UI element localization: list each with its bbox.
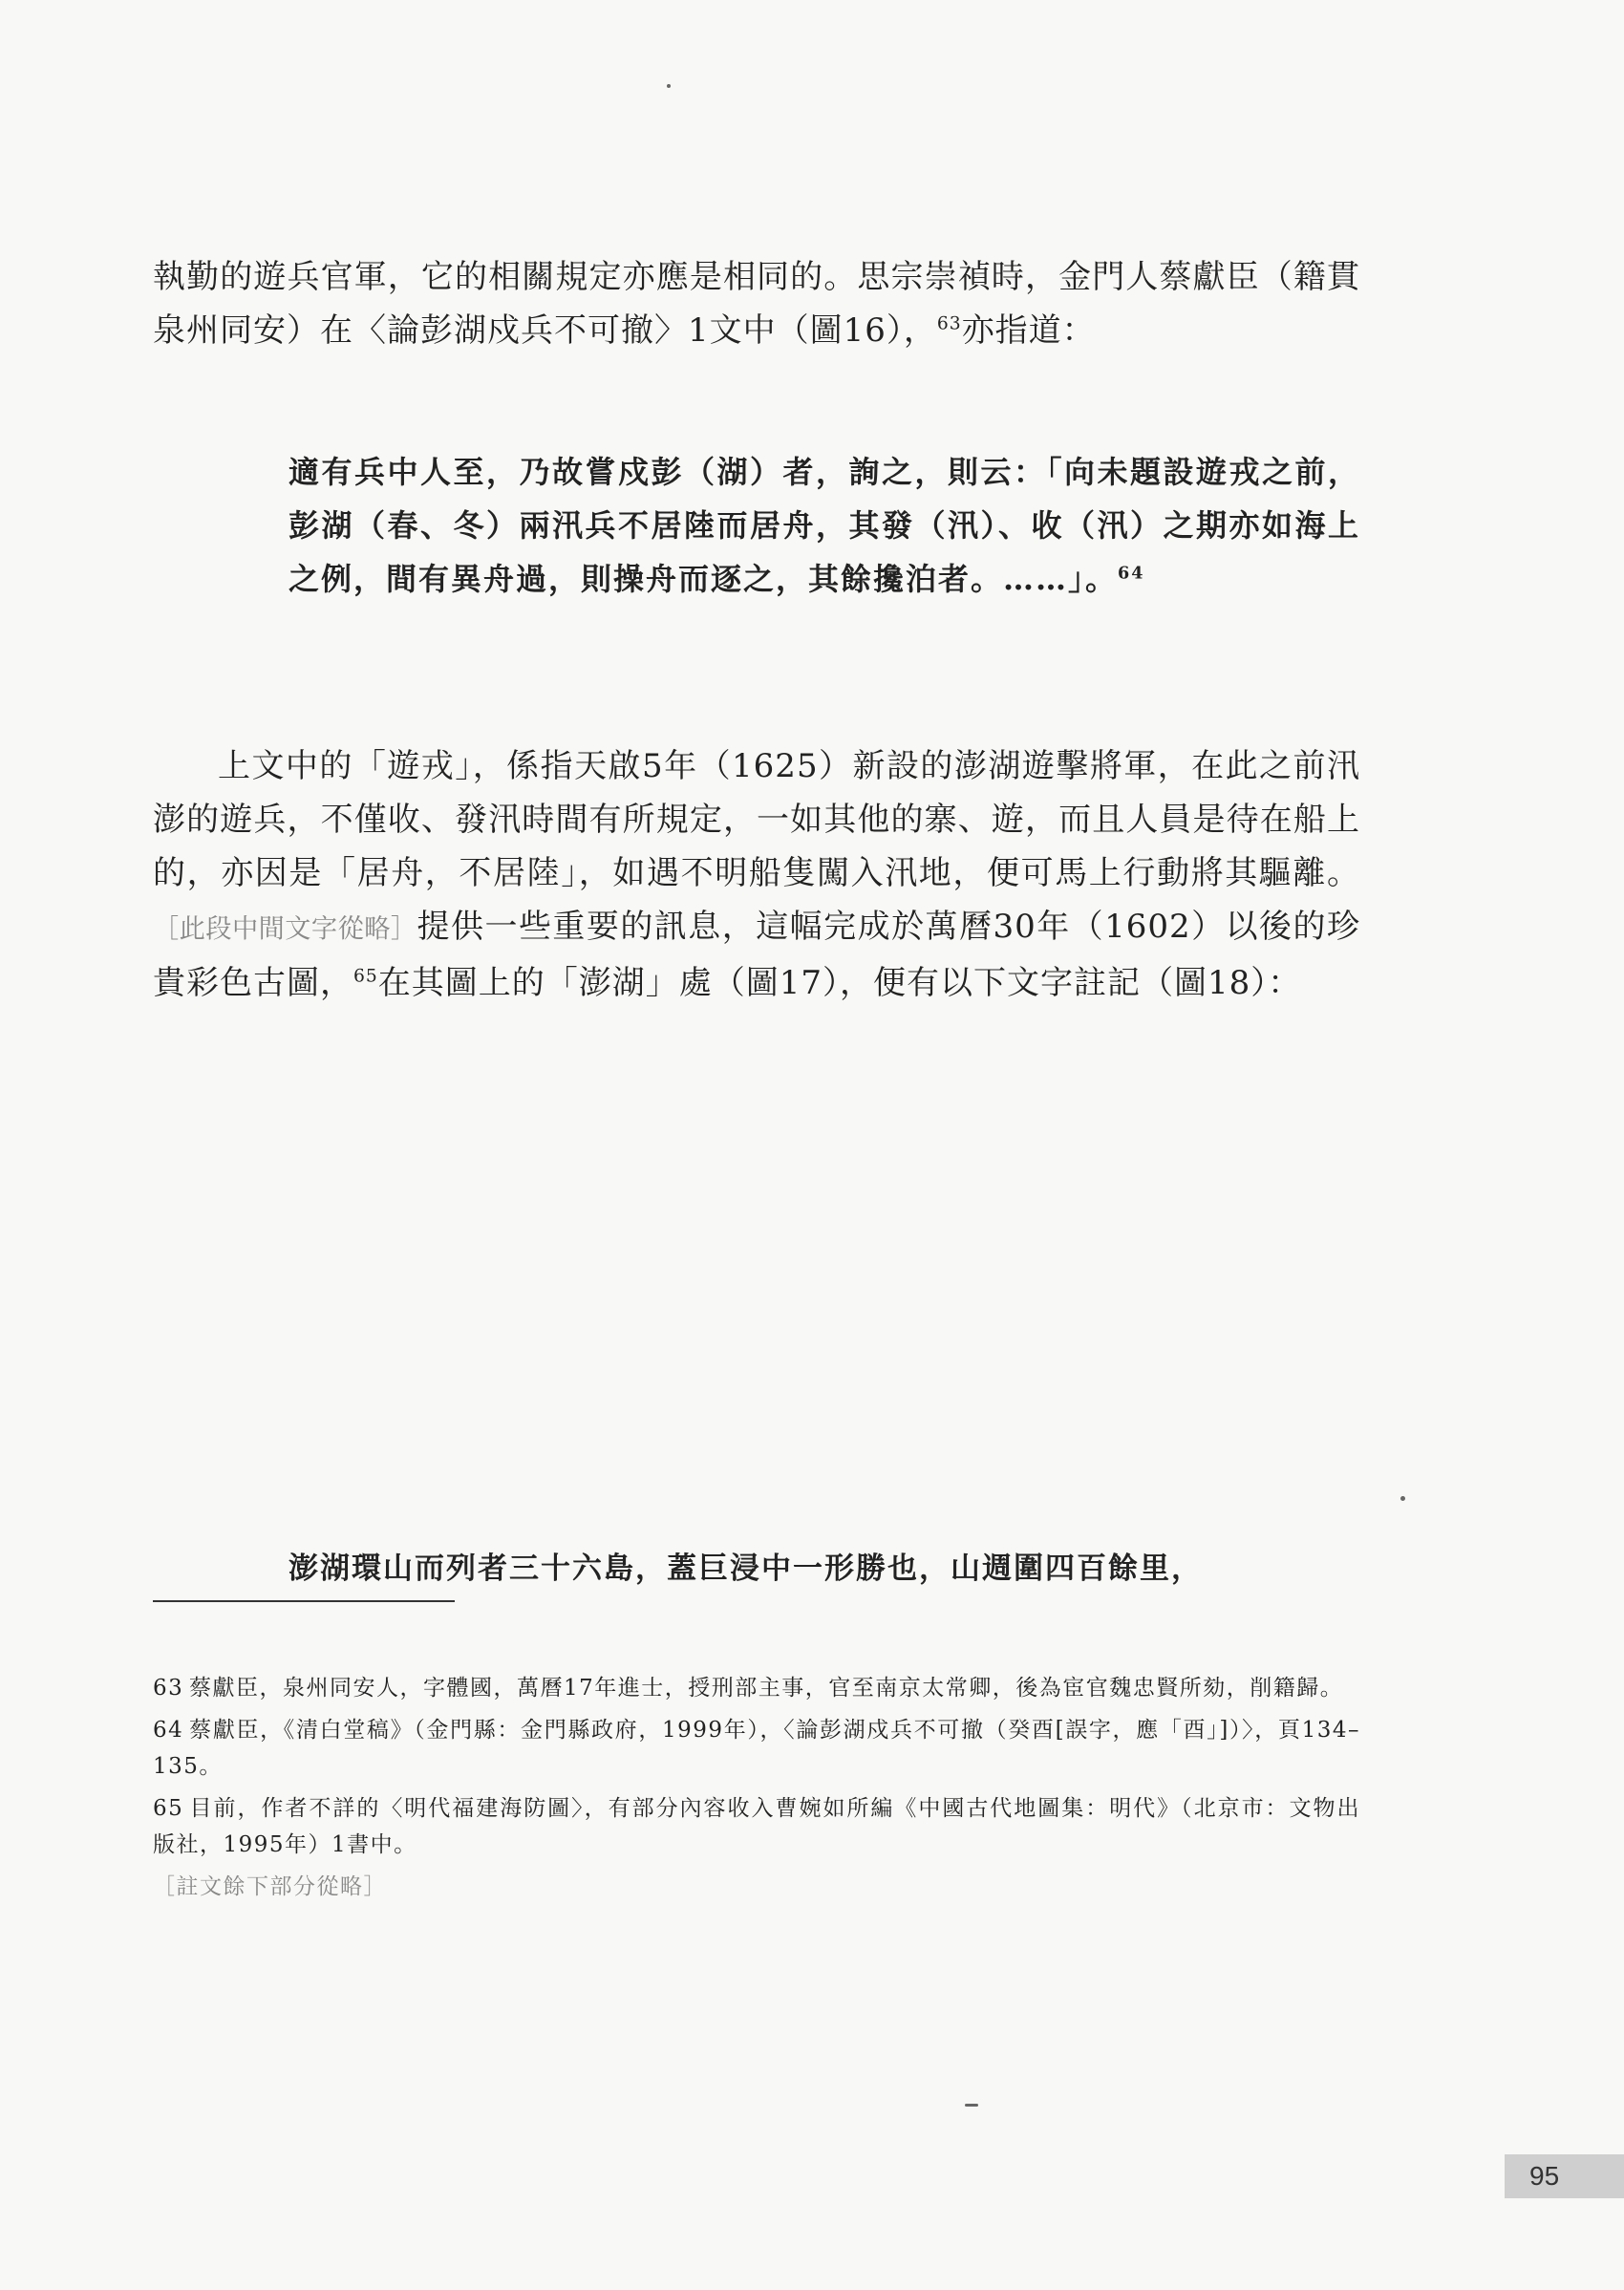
footnote-63 — [153, 1670, 1360, 1706]
scan-speck — [965, 2104, 978, 2107]
footnote-text: 目前，作者不詳的〈明代福建海防圖〉，有部分內容收入曹婉如所編《中國古代地圖集：明代》（北京市：文物出版社，1995年）1書中。 — [153, 1796, 1360, 1857]
footnote-number: 63 — [153, 1676, 184, 1701]
omitted-text-marker: ［此段中間文字從略］ — [153, 914, 417, 944]
quote-1-text: 適有兵中人至，乃故嘗戍彭（湖）者，詢之，則云：「向未題設遊戎之前，彭湖（春、冬）兩汛兵不居陸而居舟，其發（汛）、收（汛）之期亦如海上之例，間有異舟過，則操舟而逐之，其餘攙泊者。……」。 — [288, 454, 1360, 597]
paragraph-1 — [153, 250, 1360, 357]
scan-speck — [667, 84, 671, 88]
paragraph-1-end: 亦指道： — [961, 311, 1096, 350]
footnote-divider — [153, 1600, 455, 1602]
footnote-number: 64 — [153, 1718, 184, 1743]
footnote-64 — [153, 1712, 1360, 1785]
footnote-65 — [153, 1790, 1360, 1863]
footnote-number: 65 — [153, 1796, 184, 1821]
footnote-text: 蔡獻臣，《清白堂稿》（金門縣：金門縣政府，1999年），〈論彭湖戍兵不可撤（癸酉[誤字，應「酉」]）〉，頁134–135。 — [153, 1718, 1360, 1779]
paragraph-2-close: 在其圖上的「澎湖」處（圖17），便有以下文字註記（圖18）： — [377, 964, 1302, 1002]
paragraph-2 — [153, 739, 1360, 1010]
omitted-text-marker: ［註文餘下部分從略］ — [153, 1874, 387, 1899]
quote-2-text: 澎湖環山而列者三十六島，蓋巨浸中一形勝也，山週圍四百餘里， — [288, 1552, 1203, 1586]
footnote-ref-64[interactable]: 64 — [1118, 563, 1145, 584]
paragraph-2-start: 上文中的「遊戎」，係指天啟5年（1625）新設的澎湖遊擊將軍，在此之前汛澎的遊兵，不僅收、發汛時間有所規定，一如其他的寨、遊，而且人員是待在船上的，亦因是「居舟，不居陸」，如遇不明船隻闖入汛地，便可馬上行動將其驅離。 — [153, 747, 1360, 892]
quote-block-2 — [288, 1542, 1360, 1595]
footnote-ref-63[interactable]: 63 — [936, 313, 962, 334]
scan-speck — [1400, 1496, 1405, 1501]
footnote-text: 蔡獻臣，泉州同安人，字體國，萬曆17年進士，授刑部主事，官至南京太常卿，後為宦官魏忠賢所劾，削籍歸。 — [189, 1676, 1344, 1701]
page-number: 95 — [1505, 2154, 1624, 2198]
footnotes — [153, 1670, 1360, 1911]
quote-block-1 — [288, 445, 1360, 606]
paragraph-1-text: 執勤的遊兵官軍，它的相關規定亦應是相同的。思宗崇禎時，金門人蔡獻臣（籍貫泉州同安）在〈論彭湖戍兵不可撤〉1文中（圖16）， — [153, 258, 1360, 350]
paragraph-2-end: 提供一些重要的訊息，這幅完成於萬曆30年（1602）以後的珍貴彩色古圖， — [153, 908, 1360, 1002]
footnote-ref-65[interactable]: 65 — [353, 966, 378, 987]
